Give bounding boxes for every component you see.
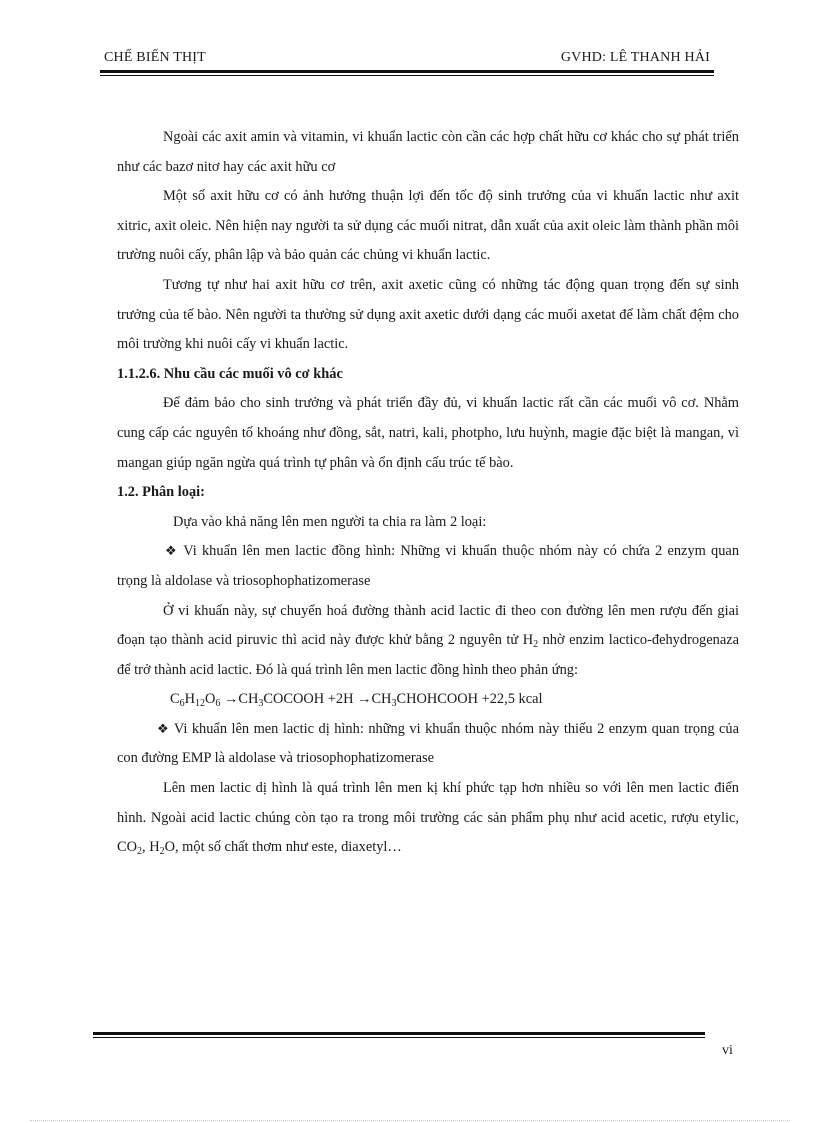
bullet-item <box>117 715 739 774</box>
subscript: 6 <box>215 698 221 710</box>
body-content <box>117 123 739 863</box>
eq-part: CHOHCOOH +22,5 kcal <box>396 691 543 708</box>
paragraph: Để đảm bảo cho sinh trưởng và phát triển đầy đủ, vi khuẩn lactic rất cần các muối vô cơ. Nhằm cung cấp các nguyên tố khoáng như đồng, sắt, natri, kali, photpho, lưu huỳnh, magie đặc biệt là mangan, vì mangan giúp ngăn ngừa quá trình tự phân và ổn định cấu trúc tế bào. <box>117 395 739 471</box>
subscript: 3 <box>258 698 264 710</box>
subscript: 2 <box>137 846 142 858</box>
page-number: vi <box>722 1043 733 1058</box>
footer-rule-thick <box>93 1032 705 1035</box>
paragraph: Một số axit hữu cơ có ảnh hưởng thuận lợi đến tốc độ sinh trưởng của vi khuẩn lactic như axit xitric, axit oleic. Nên hiện nay người ta sử dụng các muối nitrat, dẫn xuất của axit oleic làm thành phần môi trường nuôi cấy, phân lập và bảo quản các chủng vi khuẩn lactic. <box>117 188 739 264</box>
eq-part: →CH <box>220 691 259 708</box>
eq-part: COCOOH +2H →CH <box>263 691 392 708</box>
subscript: 3 <box>391 698 397 710</box>
header-advisor: GVHD: LÊ THANH HẢI <box>560 50 710 65</box>
paragraph-text: Ở vi khuẩn này, sự chuyển hoá đường thành acid lactic đi theo con đường lên men rượu đến giai đoạn tạo thành acid piruvic thì acid này được khử bằng 2 nguyên tử H <box>117 602 739 649</box>
paragraph <box>117 597 739 686</box>
header-rule-thick <box>100 70 714 73</box>
paragraph-text: O, một số chất thơm như este, diaxetyl… <box>164 839 402 856</box>
page-edge-divider <box>30 1120 790 1121</box>
paragraph: Ngoài các axit amin và vitamin, vi khuẩn lactic còn cần các hợp chất hữu cơ khác cho sự phát triển như các bazơ nitơ hay các axit hữu cơ <box>117 129 739 175</box>
subscript: 6 <box>179 698 185 710</box>
paragraph-text: nhờ enzim lactico-đehydrogenaza để trở thành acid lactic. Đó là quá trình lên men lactic đồng hình theo phản ứng: <box>117 632 739 678</box>
bullet-icon: ❖ <box>165 544 179 560</box>
paragraph <box>117 774 739 863</box>
eq-part: O <box>205 691 216 708</box>
section-heading: 1.1.2.6. Nhu cầu các muối vô cơ khác <box>117 365 343 382</box>
paragraph-text: Lên men lactic dị hình là quá trình lên men kị khí phức tạp hơn nhiều so với lên men lactic điển hình. Ngoài acid lactic chúng còn tạo ra trong môi trường các sản phẩm phụ như acid acetic, rượu etylic, CO <box>117 780 739 856</box>
header-rule-thin <box>100 75 714 76</box>
bullet-item <box>117 537 739 596</box>
subscript: 12 <box>195 698 206 710</box>
section-heading: 1.2. Phân loại: <box>117 484 205 501</box>
paragraph: Tương tự như hai axit hữu cơ trên, axit axetic cũng có những tác động quan trọng đến sự sinh trưởng của tế bào. Nên người ta thường sử dụng axit axetic dưới dạng các muối axetat để làm chất đệm cho môi trường khi nuôi cấy vi khuẩn lactic. <box>117 276 739 353</box>
eq-part: H <box>184 691 196 708</box>
footer-rule-thin <box>93 1037 705 1038</box>
eq-part: C <box>170 691 180 708</box>
subscript: 2 <box>533 639 539 651</box>
paragraph: Dựa vào khả năng lên men người ta chia ra làm 2 loại: <box>173 513 487 530</box>
bullet-text: Vi khuẩn lên men lactic dị hình: những vi khuẩn thuộc nhóm này thiếu 2 enzym quan trọng của con đường EMP là aldolase và triosophophatizomerase <box>117 720 739 767</box>
bullet-text: Vi khuẩn lên men lactic đồng hình: Những vi khuẩn thuộc nhóm này có chứa 2 enzym quan trọng là aldolase và triosophophatizomerase <box>117 543 740 589</box>
page-header <box>104 50 710 70</box>
paragraph-text: , H <box>142 839 160 856</box>
chemical-equation <box>117 685 739 715</box>
subscript: 2 <box>159 846 165 858</box>
bullet-icon: ❖ <box>157 721 170 737</box>
header-title: CHẾ BIẾN THỊT <box>104 50 206 65</box>
